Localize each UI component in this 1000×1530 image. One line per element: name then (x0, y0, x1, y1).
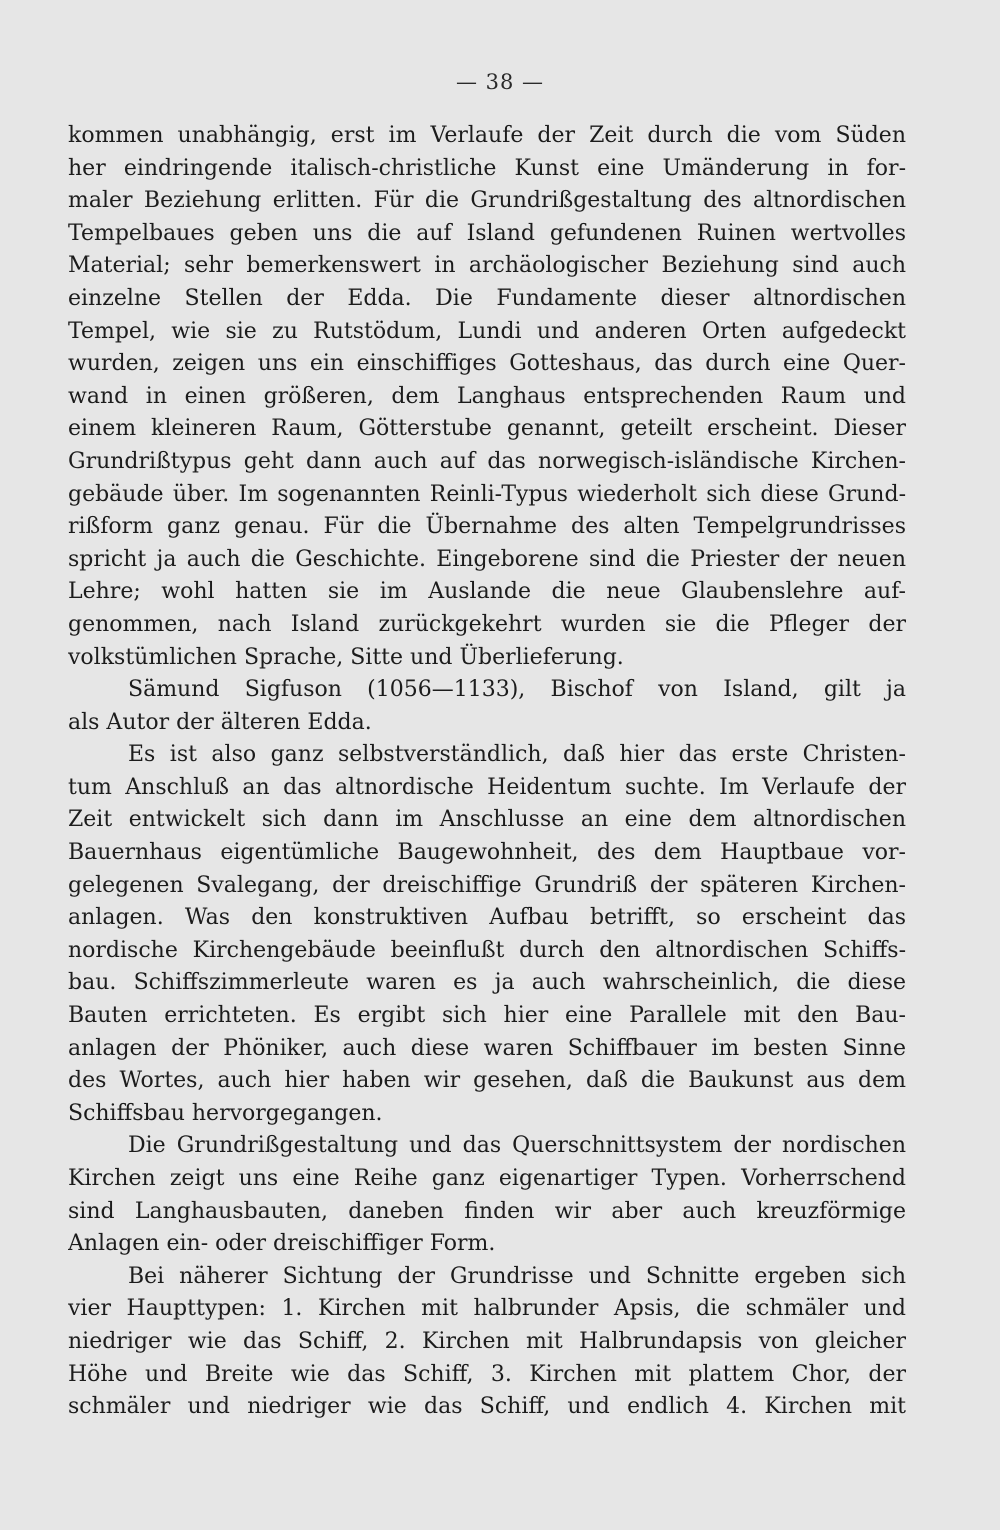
text-line: als Autor der älteren Edda. (68, 709, 372, 735)
text-line: genommen, nach Island zurückgekehrt wurden sie die Pfleger der (68, 611, 906, 637)
text-line: rißform ganz genau. Für die Übernahme des alten Tempelgrundrisses (68, 514, 906, 540)
text-line: einzelne Stellen der Edda. Die Fundamente dieser altnordischen (68, 285, 906, 311)
text-line: Material; sehr bemerkenswert in archäologischer Beziehung sind auch (68, 253, 906, 279)
text-line: wand in einen größeren, dem Langhaus entsprechenden Raum und (68, 383, 906, 409)
text-line: bau. Schiffszimmerleute waren es ja auch wahrscheinlich, die diese (68, 970, 906, 996)
text-line: Zeit entwickelt sich dann im Anschlusse an eine dem altnordischen (68, 807, 906, 833)
text-line: Kirchen zeigt uns eine Reihe ganz eigenartiger Typen. Vorherrschend (68, 1166, 906, 1191)
paragraph-2 (68, 674, 906, 739)
text-line: volkstümlichen Sprache, Sitte und Überlieferung. (68, 644, 624, 670)
text-line: Höhe und Breite wie das Schiff, 3. Kirchen mit plattem Chor, der (68, 1361, 906, 1387)
text-line: des Wortes, auch hier haben wir gesehen, daß die Baukunst aus dem (68, 1068, 906, 1094)
body-text (68, 120, 906, 1424)
paragraph-5 (68, 1261, 906, 1424)
text-line: gebäude über. Im sogenannten Reinli-Typus wiederholt sich diese Grund- (68, 481, 906, 507)
text-line: Lehre; wohl hatten sie im Auslande die neue Glaubenslehre auf- (68, 579, 906, 605)
text-line: nordische Kirchengebäude beeinflußt durch den altnordischen Schiffs- (68, 937, 906, 963)
text-line: Bauernhaus eigentümliche Baugewohnheit, des dem Hauptbaue vor- (68, 840, 906, 866)
text-line: wurden, zeigen uns ein einschiffiges Gotteshaus, das durch eine Quer- (68, 351, 906, 377)
text-line: Sämund Sigfuson (1056—1133), Bischof von Island, gilt ja (128, 677, 906, 703)
text-line: maler Beziehung erlitten. Für die Grundrißgestaltung des altnordischen (68, 188, 906, 214)
paragraph-1 (68, 120, 906, 674)
text-line: Grundrißtypus geht dann auch auf das norwegisch-isländische Kirchen- (68, 448, 906, 474)
text-line: Bauten errichteten. Es ergibt sich hier eine Parallele mit den Bau- (68, 1003, 906, 1029)
paragraph-4 (68, 1130, 906, 1260)
text-line: Die Grundrißgestaltung und das Querschnittsystem der nordischen (128, 1133, 906, 1159)
text-line: her eindringende italisch-christliche Kunst eine Umänderung in for- (68, 155, 906, 181)
text-line: sind Langhausbauten, daneben finden wir aber auch kreuzförmige (68, 1198, 906, 1224)
text-line: schmäler und niedriger wie das Schiff, und endlich 4. Kirchen mit (68, 1394, 906, 1420)
text-line: anlagen. Was den konstruktiven Aufbau betrifft, so erscheint das (68, 905, 906, 931)
paragraph-3 (68, 739, 906, 1130)
text-line: spricht ja auch die Geschichte. Eingeborene sind die Priester der neuen (68, 546, 906, 572)
text-line: Schiffsbau hervorgegangen. (68, 1100, 383, 1126)
text-line: Tempelbaues geben uns die auf Island gefundenen Ruinen wertvolles (68, 220, 906, 246)
text-line: anlagen der Phöniker, auch diese waren Schiffbauer im besten Sinne (68, 1035, 906, 1061)
text-line: gelegenen Svalegang, der dreischiffige Grundriß der späteren Kirchen- (68, 872, 906, 898)
text-line: einem kleineren Raum, Götterstube genannt, geteilt erscheint. Dieser (68, 416, 906, 442)
text-line: kommen unabhängig, erst im Verlaufe der Zeit durch die vom Süden (68, 123, 906, 148)
text-line: tum Anschluß an das altnordische Heidentum suchte. Im Verlaufe der (68, 774, 906, 800)
text-line: Bei näherer Sichtung der Grundrisse und Schnitte ergeben sich (128, 1263, 906, 1289)
text-line: vier Haupttypen: 1. Kirchen mit halbrunder Apsis, die schmäler und (68, 1296, 906, 1322)
text-line: Anlagen ein- oder dreischiffiger Form. (68, 1231, 496, 1257)
text-line: Tempel, wie sie zu Rutstödum, Lundi und anderen Orten aufgedeckt (68, 318, 906, 344)
page-number: — 38 — (455, 70, 545, 94)
text-line: Es ist also ganz selbstverständlich, daß hier das erste Christen- (128, 742, 906, 768)
text-line: niedriger wie das Schiff, 2. Kirchen mit Halbrundapsis von gleicher (68, 1328, 906, 1354)
